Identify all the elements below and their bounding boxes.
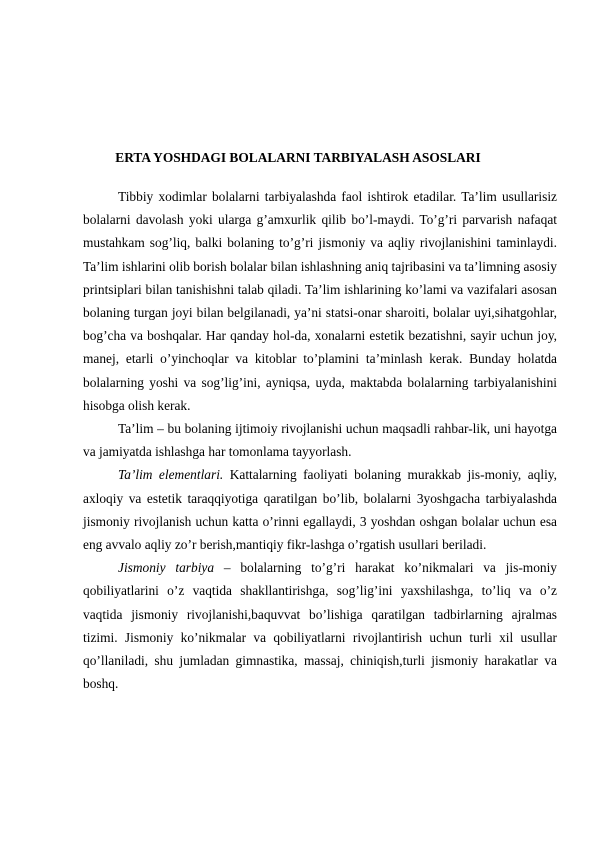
paragraph-text: – bolalarning to’g’ri harakat ko’nikmalari va jis-moniy qobiliyatlarini o’z vaqtida shakllantirishga, sog’lig’ini yaxshilashga, to’liq va o’z vaqtida jismoniy rivojlanishi,baquvvat bo’lishiga qaratilgan tadbirlarning ajralmas tizimi. Jismoniy ko’nikmalar va qobiliyatlarni rivojlantirish uchun turli xil usullar qo’llaniladi, shu jumladan gimnastika, massaj, chiniqish,turli jismoniy harakatlar va boshq.	[83, 560, 557, 692]
paragraph-intro	[83, 185, 557, 417]
paragraph-lead: Jismoniy tarbiya	[118, 560, 215, 576]
paragraph-physical-education	[83, 556, 557, 695]
paragraph-text: Tibbiy xodimlar bolalarni tarbiyalashda faol ishtirok etadilar. Ta’lim usullarisiz bolalarni davolash yoki ularga g’amxurlik qilib bo’l-maydi. To’g’ri parvarish nafaqat mustahkam sog’liq, balki bolaning to’g’ri jismoniy va aqliy rivojlanishini taminlaydi. Ta’lim ishlarini olib borish bolalar bilan ishlashning aniq tajribasini va ta’limning asosiy printsiplari bilan tanishishni talab qiladi. Ta’lim ishlarining ko’lami va vazifalari asosan bolaning turgan joyi bilan belgilanadi, ya’ni statsi-onar sharoiti, bolalar uyi,sihatgohlar, bog’cha va boshqalar. Har qanday hol-da, xonalarni estetik bezatishni, sayir uchun joy, manej, etarli o’yinchoqlar va kitoblar to’plamini ta’minlash kerak. Bunday holatda bolalarning yoshi va sog’lig’ini, ayniqsa, uyda, maktabda bolalarning tarbiyalanishini hisobga olish kerak.	[83, 189, 557, 413]
document-title: ERTA YOSHDAGI BOLALARNI TARBIYALASH ASOSLARI	[115, 150, 481, 165]
paragraph-text: Kattalarning faoliyati bolaning murakkab jis-moniy, aqliy, axloqiy va estetik taraqqiyotiga qaratilgan bo’lib, bolalarni 3yoshgacha tarbiyalashda jismoniy rivojlanish uchun katta o’rinni egallaydi, 3 yoshdan oshgan bolalar uchun esa eng avvalo aqliy zo’r berish,mantiqiy fikr-lashga o’rgatish usullari beriladi.	[83, 467, 557, 553]
paragraph-text: Ta’lim – bu bolaning ijtimoiy rivojlanishi uchun maqsadli rahbar-lik, uni hayotga va jamiyatda ishlashga har tomonlama tayyorlash.	[83, 421, 557, 460]
paragraph-education-elements	[83, 463, 557, 556]
paragraph-definition	[83, 417, 557, 463]
document-body	[83, 185, 557, 695]
paragraph-lead: Ta’lim elementlari.	[118, 467, 224, 483]
